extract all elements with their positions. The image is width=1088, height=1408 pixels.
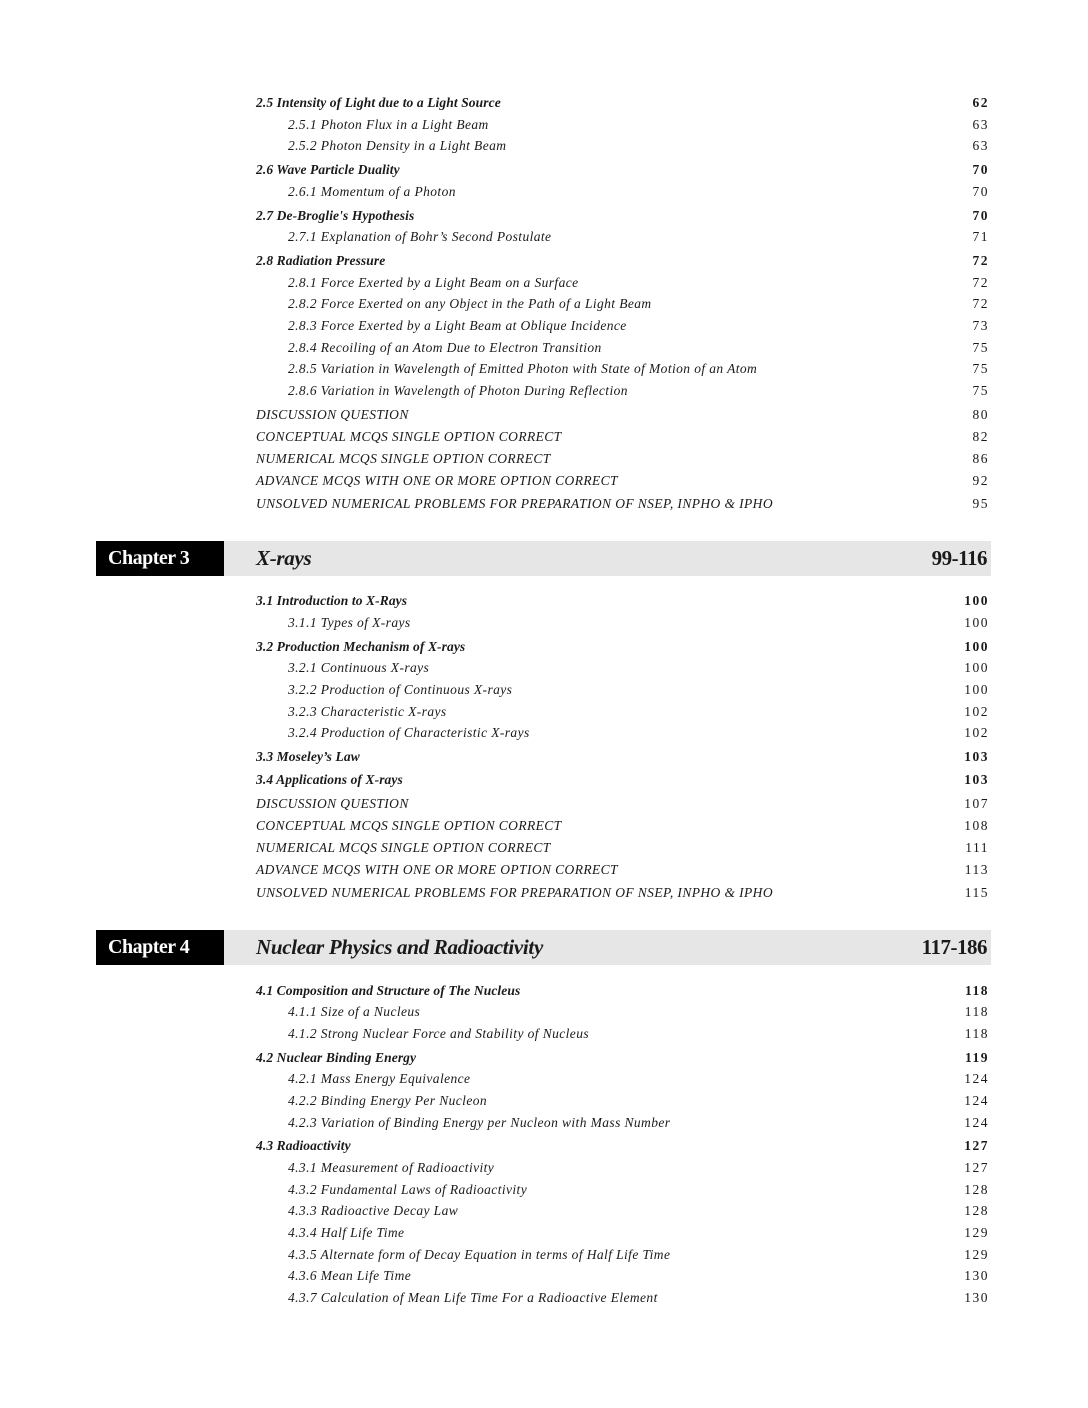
toc-subsection[interactable] [288,1024,989,1044]
chapter-header [96,541,991,576]
entry-title: 3.2 Production Mechanism of X-rays [256,639,466,654]
entry-title: 4.3.1 Measurement of Radioactivity [288,1160,495,1175]
entry-page-number: 119 [964,1050,989,1065]
toc-section[interactable] [256,160,989,180]
toc-section[interactable] [256,770,989,790]
entry-title: 3.2.2 Production of Continuous X-rays [288,682,513,697]
toc-exercise[interactable] [256,471,989,491]
entry-title: 3.2.3 Characteristic X-rays [288,704,447,719]
entry-page-number: 100 [964,593,989,608]
toc-subsection[interactable] [288,1201,989,1221]
entry-page-number: 118 [964,1004,989,1019]
entry-title: 4.1 Composition and Structure of The Nucleus [256,983,521,998]
entry-title: 4.1.2 Strong Nuclear Force and Stability of Nucleus [288,1026,589,1041]
entry-title: 3.2.4 Production of Characteristic X-rays [288,725,530,740]
entry-page-number: 130 [964,1290,989,1305]
entry-title: ADVANCE MCQS WITH ONE OR MORE OPTION CORRECT [256,473,618,488]
entry-title: 4.3.7 Calculation of Mean Life Time For a Radioactive Element [288,1290,658,1305]
toc-subsection[interactable] [288,1223,989,1243]
entry-page-number: 103 [964,749,989,764]
toc-section[interactable] [256,637,989,657]
toc-section[interactable] [256,591,989,611]
entry-page-number: 72 [972,296,989,311]
entry-title: DISCUSSION QUESTION [256,407,409,422]
entry-page-number: 72 [972,253,989,268]
toc-exercise[interactable] [256,494,989,514]
toc-section[interactable] [256,206,989,226]
toc-exercise[interactable] [256,883,989,903]
entry-title: 4.3.2 Fundamental Laws of Radioactivity [288,1182,528,1197]
toc-subsection[interactable] [288,227,989,247]
entry-page-number: 127 [964,1138,989,1153]
toc-subsection[interactable] [288,1158,989,1178]
toc-subsection[interactable] [288,1002,989,1022]
entry-title: 4.3.6 Mean Life Time [288,1268,412,1283]
entry-page-number: 108 [964,818,989,833]
toc-subsection[interactable] [288,359,989,379]
entry-title: 2.8.5 Variation in Wavelength of Emitted Photon with State of Motion of an Atom [288,361,758,376]
toc-subsection[interactable] [288,1069,989,1089]
chapter-header [96,930,991,965]
entry-title: 3.1.1 Types of X-rays [288,615,411,630]
entry-page-number: 100 [964,639,989,654]
entry-page-number: 113 [964,862,989,877]
toc-exercise[interactable] [256,860,989,880]
entry-page-number: 107 [964,796,989,811]
toc-exercise[interactable] [256,794,989,814]
entry-page-number: 102 [964,725,989,740]
toc-section[interactable] [256,747,989,767]
entry-title: CONCEPTUAL MCQS SINGLE OPTION CORRECT [256,429,562,444]
toc-subsection[interactable] [288,613,989,633]
toc-exercise[interactable] [256,405,989,425]
chapter-label: Chapter 3 [96,541,224,576]
entry-title: 4.3.5 Alternate form of Decay Equation in terms of Half Life Time [288,1247,671,1262]
entry-title: 3.2.1 Continuous X-rays [288,660,430,675]
entry-title: 2.8.1 Force Exerted by a Light Beam on a Surface [288,275,579,290]
entry-page-number: 75 [972,383,989,398]
entry-page-number: 100 [964,615,989,630]
entry-title: 2.7 De-Broglie's Hypothesis [256,208,415,223]
toc-subsection[interactable] [288,182,989,202]
entry-page-number: 80 [972,407,989,422]
chapter-page-range: 117-186 [921,935,987,959]
entry-title: 2.8.3 Force Exerted by a Light Beam at Oblique Incidence [288,318,627,333]
toc-subsection[interactable] [288,1245,989,1265]
entry-title: UNSOLVED NUMERICAL PROBLEMS FOR PREPARATION OF NSEP, INPHO & IPHO [256,885,773,900]
entry-title: 2.5.1 Photon Flux in a Light Beam [288,117,489,132]
entry-page-number: 129 [964,1225,989,1240]
entry-title: ADVANCE MCQS WITH ONE OR MORE OPTION CORRECT [256,862,618,877]
toc-section[interactable] [256,1136,989,1156]
toc-subsection[interactable] [288,136,989,156]
entry-title: 4.3.3 Radioactive Decay Law [288,1203,459,1218]
toc-exercise[interactable] [256,427,989,447]
entry-title: NUMERICAL MCQS SINGLE OPTION CORRECT [256,840,551,855]
entry-page-number: 72 [972,275,989,290]
entry-page-number: 62 [972,95,989,110]
entry-title: 2.7.1 Explanation of Bohr’s Second Postulate [288,229,552,244]
entry-title: UNSOLVED NUMERICAL PROBLEMS FOR PREPARATION OF NSEP, INPHO & IPHO [256,496,773,511]
toc-subsection[interactable] [288,316,989,336]
entry-page-number: 75 [972,361,989,376]
toc-subsection[interactable] [288,1288,989,1308]
entry-page-number: 102 [964,704,989,719]
entry-page-number: 71 [972,229,989,244]
entry-page-number: 92 [972,473,989,488]
entry-page-number: 70 [972,162,989,177]
toc-subsection[interactable] [288,680,989,700]
entry-page-number: 95 [972,496,989,511]
toc-subsection[interactable] [288,294,989,314]
entry-title: DISCUSSION QUESTION [256,796,409,811]
entry-page-number: 124 [964,1115,989,1130]
chapter-bar [224,930,991,965]
chapter-label: Chapter 4 [96,930,224,965]
entry-page-number: 100 [964,660,989,675]
entry-page-number: 128 [964,1182,989,1197]
toc-section[interactable] [256,1048,989,1068]
entry-title: 2.8.2 Force Exerted on any Object in the Path of a Light Beam [288,296,652,311]
toc-section[interactable] [256,251,989,271]
toc-subsection[interactable] [288,702,989,722]
entry-title: 3.3 Moseley’s Law [256,749,360,764]
entry-title: 2.8 Radiation Pressure [256,253,386,268]
entry-page-number: 82 [972,429,989,444]
toc-subsection[interactable] [288,658,989,678]
toc-exercise[interactable] [256,838,989,858]
entry-page-number: 115 [964,885,989,900]
entry-page-number: 124 [964,1093,989,1108]
entry-title: 2.6.1 Momentum of a Photon [288,184,456,199]
entry-page-number: 128 [964,1203,989,1218]
toc-section[interactable] [256,981,989,1001]
entry-title: NUMERICAL MCQS SINGLE OPTION CORRECT [256,451,551,466]
chapter-title: X-rays [256,546,312,570]
toc-section[interactable] [256,93,989,113]
chapter-title: Nuclear Physics and Radioactivity [256,935,543,959]
entry-title: 4.3 Radioactivity [256,1138,351,1153]
entry-title: 2.5 Intensity of Light due to a Light Source [256,95,501,110]
entry-title: 3.1 Introduction to X-Rays [256,593,408,608]
entry-page-number: 118 [964,1026,989,1041]
entry-title: 4.1.1 Size of a Nucleus [288,1004,421,1019]
toc-subsection[interactable] [288,273,989,293]
toc-subsection[interactable] [288,115,989,135]
entry-title: 4.2.1 Mass Energy Equivalence [288,1071,471,1086]
chapter-bar [224,541,991,576]
entry-title: CONCEPTUAL MCQS SINGLE OPTION CORRECT [256,818,562,833]
toc-subsection[interactable] [288,381,989,401]
toc-exercise[interactable] [256,816,989,836]
toc-subsection[interactable] [288,1113,989,1133]
entry-title: 4.2.2 Binding Energy Per Nucleon [288,1093,488,1108]
entry-page-number: 100 [964,682,989,697]
toc-subsection[interactable] [288,338,989,358]
entry-page-number: 130 [964,1268,989,1283]
chapter-page-range: 99-116 [931,546,987,570]
entry-page-number: 70 [972,184,989,199]
toc-subsection[interactable] [288,1266,989,1286]
entry-page-number: 86 [972,451,989,466]
entry-title: 4.2.3 Variation of Binding Energy per Nucleon with Mass Number [288,1115,671,1130]
entry-page-number: 103 [964,772,989,787]
entry-page-number: 70 [972,208,989,223]
toc-exercise[interactable] [256,449,989,469]
entry-title: 2.6 Wave Particle Duality [256,162,400,177]
entry-title: 2.8.4 Recoiling of an Atom Due to Electron Transition [288,340,602,355]
entry-page-number: 63 [972,117,989,132]
toc-subsection[interactable] [288,1180,989,1200]
entry-title: 3.4 Applications of X-rays [256,772,403,787]
entry-page-number: 75 [972,340,989,355]
entry-page-number: 127 [964,1160,989,1175]
entry-page-number: 73 [972,318,989,333]
entry-title: 2.8.6 Variation in Wavelength of Photon During Reflection [288,383,628,398]
entry-title: 4.2 Nuclear Binding Energy [256,1050,417,1065]
entry-page-number: 124 [964,1071,989,1086]
entry-page-number: 63 [972,138,989,153]
toc-subsection[interactable] [288,1091,989,1111]
entry-title: 2.5.2 Photon Density in a Light Beam [288,138,507,153]
entry-title: 4.3.4 Half Life Time [288,1225,405,1240]
entry-page-number: 118 [964,983,989,998]
entry-page-number: 129 [964,1247,989,1262]
entry-page-number: 111 [965,840,989,855]
toc-subsection[interactable] [288,723,989,743]
